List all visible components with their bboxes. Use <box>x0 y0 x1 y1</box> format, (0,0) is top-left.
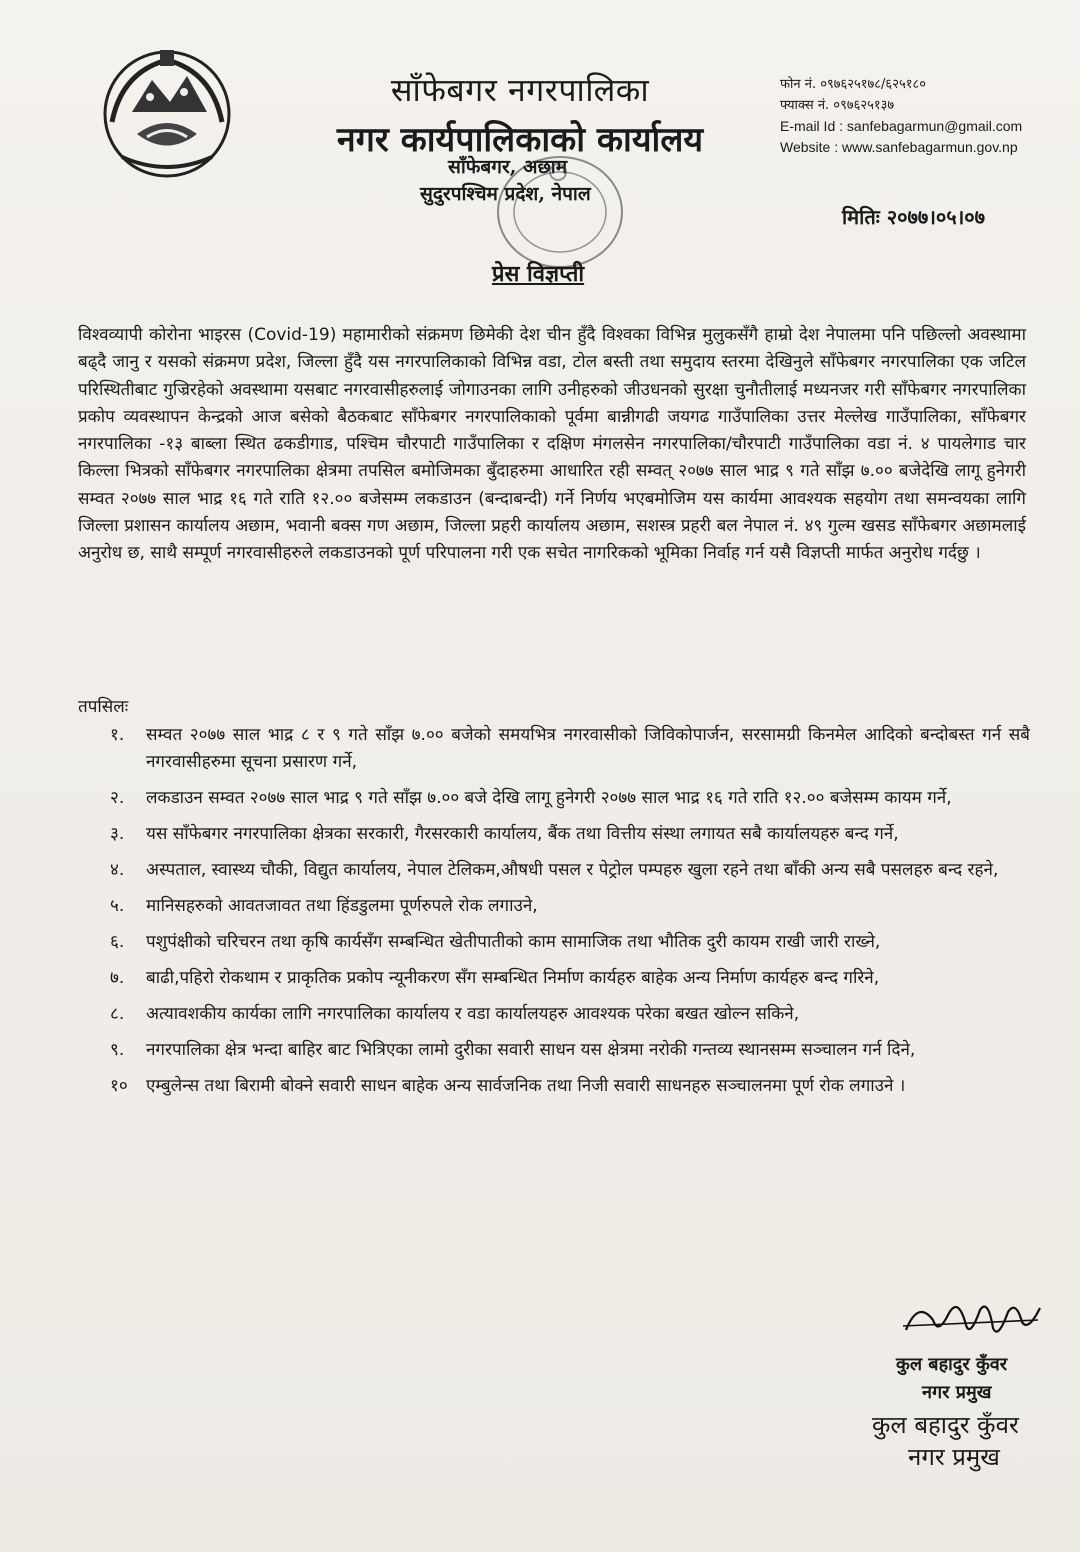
details-list <box>110 722 1030 1109</box>
document-date: मितिः २०७७।०५।०७ <box>842 205 986 229</box>
office-subtitle: नगर कार्यपालिकाको कार्यालय <box>336 120 704 160</box>
item-text: अस्पताल, स्वास्थ्य चौकी, विद्युत कार्यालय, नेपाल टेलिकम,औषधी पसल र पेट्रोल पम्पहरु खुला रहने तथा बाँकी अन्य सबै पसलहरु बन्द रहने, <box>146 860 999 880</box>
fax-number: फ्याक्स नं. ०९७६२५१३७ <box>780 98 895 113</box>
item-number: ५. <box>110 896 125 916</box>
details-heading: तपसिलः <box>78 697 129 717</box>
list-item <box>110 893 1030 920</box>
list-item <box>110 1037 1030 1064</box>
signature-icon <box>898 1290 1048 1352</box>
item-number: ९. <box>110 1040 125 1060</box>
address-line-2: सुदुरपश्चिम प्रदेश, नेपाल <box>420 183 591 205</box>
item-text: नगरपालिका क्षेत्र भन्दा बाहिर बाट भित्रिएका लामो दुरीका सवारी साधन यस क्षेत्रमा नरोकी गन्तव्य स्थानसम्म सञ्चालन गर्न दिने, <box>146 1040 916 1060</box>
list-item <box>110 1073 1030 1100</box>
item-text: पशुपंक्षीको चरिचरन तथा कृषि कार्यसँग सम्बन्धित खेतीपातीको काम सामाजिक तथा भौतिक दुरी कायम राखी जारी राख्ने, <box>146 932 881 952</box>
item-text: बाढी,पहिरो रोकथाम र प्राकृतिक प्रकोप न्यूनीकरण सँग सम्बन्धित निर्माण कार्यहरु बाहेक अन्य निर्माण कार्यहरु बन्द गरिने, <box>146 968 880 988</box>
list-item <box>110 929 1030 956</box>
contact-block <box>780 74 1022 158</box>
list-item <box>110 857 1030 884</box>
signatory-title: नगर प्रमुख <box>922 1382 992 1403</box>
email-address: E-mail Id : sanfebagarmun@gmail.com <box>780 118 1023 134</box>
nepal-emblem-icon <box>92 42 242 182</box>
item-number: ४. <box>110 860 125 880</box>
signatory-stamp-name: कुल बहादुर कुँवर <box>872 1411 1019 1439</box>
item-text: यस साँफेबगर नगरपालिका क्षेत्रका सरकारी, गैरसरकारी कार्यालय, बैंक तथा वित्तीय संस्था लगायत सबै कार्यालयहरु बन्द गर्ने, <box>146 824 899 844</box>
item-number: १. <box>110 725 125 745</box>
list-item <box>110 1001 1030 1028</box>
item-text: अत्यावशकीय कार्यका लागि नगरपालिका कार्यालय र वडा कार्यालयहरु आवश्यक परेका बखत खोल्न सकिने, <box>146 1004 800 1024</box>
office-name: साँफेबगर नगरपालिका <box>390 71 650 109</box>
item-text: मानिसहरुको आवतजावत तथा हिंडडुलमा पूर्णरुपले रोक लगाउने, <box>146 896 538 916</box>
item-number: ७. <box>110 968 125 988</box>
item-number: १० <box>110 1076 128 1096</box>
phone-number: फोन नं. ०९७६२५१७८/६२५१८० <box>780 77 926 92</box>
list-item <box>110 965 1030 992</box>
item-number: ८. <box>110 1004 125 1024</box>
signatory-name: कुल बहादुर कुँवर <box>896 1354 1008 1375</box>
item-number: २. <box>110 788 125 808</box>
item-text: सम्वत २०७७ साल भाद्र ८ र ९ गते साँझ ७.०० बजेको समयभित्र नगरवासीको जिविकोपार्जन, सरसामग्री किनमेल आदिको बन्दोबस्त गर्न सबै नगरवासीहरुमा सूचना प्रसारण गर्ने, <box>146 725 1030 772</box>
press-release-body: विश्वव्यापी कोरोना भाइरस (Covid-19) महामारीको संक्रमण छिमेकी देश चीन हुँदै विश्वका विभिन्न मुलुकसँगै हाम्रो देश नेपालमा पनि पछिल्लो अवस्थामा बढ्दै जानु र यसको संक्रमण प्रदेश, जिल्ला हुँदै यस नगरपालिकाको विभिन्न वडा, टोल बस्ती तथा समुदाय स्तरमा देखिनुले साँफेबगर नगरपालिका एक जटिल परिस्थितीबाट गुज्रिरहेको अवस्थामा यसबाट नगरवासीहरुलाई जोगाउनका लागि उनीहरुको जीउधनको सुरक्षा चुनौतीलाई मध्यनजर गरी साँफेबगर नगरपालिका प्रकोप व्यवस्थापन केन्द्रको आज बसेको बैठकबाट साँफेबगर नगरपालिकाको पूर्वमा बान्नीगढी जयगढ गाउँपालिका उत्तर मेल्लेख गाउँपालिका, साँफेबगर नगरपालिका -१३ बाब्ला स्थित ढकडीगाड, पश्चिम चौरपाटी गाउँपालिका र दक्षिण मंगलसेन नगरपालिका/चौरपाटी गाउँपालिका वडा नं. ४ पायलेगाड चार किल्ला भित्रको साँफेबगर नगरपालिका क्षेत्रमा तपसिल बमोजिमका बुँदाहरुमा आधारित रही सम्वत् २०७७ साल भाद्र ९ गते साँझ ७.०० बजेदेखि लागू हुनेगरी सम्वत २०७७ साल भाद्र १६ गते राति १२.०० बजेसम्म लकडाउन (बन्दाबन्दी) गर्ने निर्णय भएबमोजिम यस कार्यमा आवश्यक सहयोग तथा समन्वयका लागि जिल्ला प्रशासन कार्यालय अछाम, भवानी बक्स गण अछाम, जिल्ला प्रहरी कार्यालय अछाम, सशस्त्र प्रहरी बल नेपाल नं. ४९ गुल्म खसड साँफेबगर अछामलाई अनुरोध छ, साथै सम्पूर्ण नगरवासीहरुले लकडाउनको पूर्ण परिपालना गरी एक सचेत नागरिकको भूमिका निर्वाह गर्न यसै विज्ञप्ती मार्फत अनुरोध गर्दछु । <box>78 325 1026 564</box>
list-item <box>110 722 1030 776</box>
item-number: ३. <box>110 824 125 844</box>
item-text: एम्बुलेन्स तथा बिरामी बोक्ने सवारी साधन बाहेक अन्य सार्वजनिक तथा निजी सवारी साधनहरु सञ्चालनमा पूर्ण रोक लगाउने । <box>146 1076 906 1096</box>
address-line-1: साँफेबगर, अछाम <box>448 156 568 178</box>
website-address: Website : www.sanfebagarmun.gov.np <box>780 139 1018 155</box>
signatory-stamp-title: नगर प्रमुख <box>908 1443 1000 1471</box>
office-stamp-icon <box>440 142 650 277</box>
press-release-title: प्रेस विज्ञप्ती <box>492 261 585 287</box>
item-number: ६. <box>110 932 125 952</box>
item-text: लकडाउन सम्वत २०७७ साल भाद्र ९ गते साँझ ७.०० बजे देखि लागू हुनेगरी २०७७ साल भाद्र १६ गते राति १२.०० बजेसम्म कायम गर्ने, <box>146 788 952 808</box>
list-item <box>110 821 1030 848</box>
list-item <box>110 785 1030 812</box>
